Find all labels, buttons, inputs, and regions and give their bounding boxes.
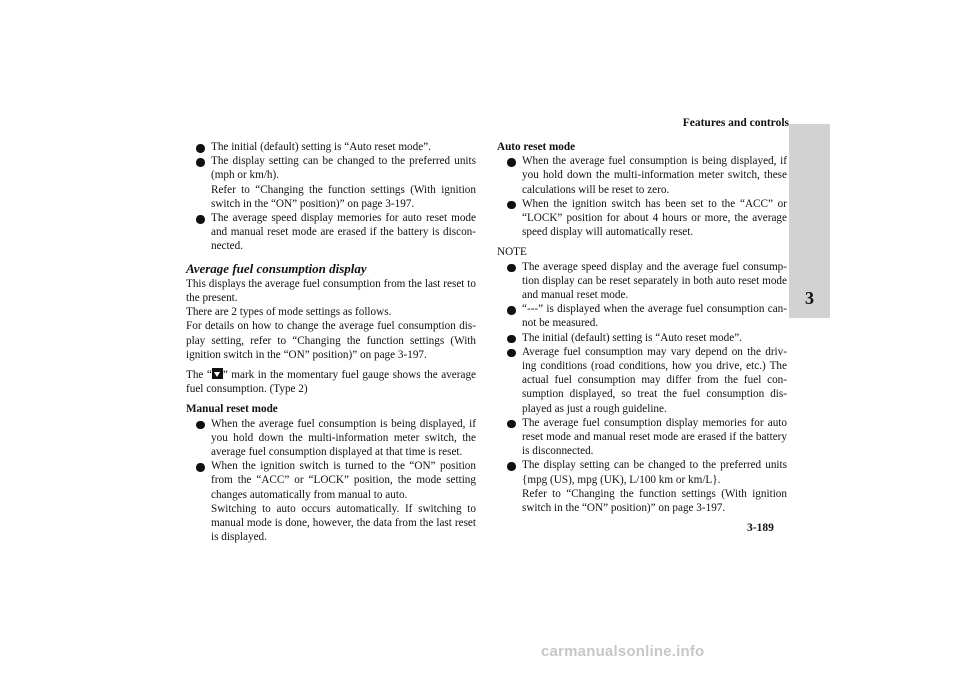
gauge-text-after: ” mark in the momentary fuel gauge shows the average fuel consumption. (Type 2) bbox=[186, 369, 476, 396]
left-column bbox=[186, 140, 476, 544]
list-item-text: When the average fuel consumption is being displayed, if you hold down the multi-information meter switch, these calculations will be reset to zero. bbox=[522, 155, 787, 196]
watermark-text: carmanualsonline.info bbox=[541, 643, 705, 660]
list-item bbox=[497, 154, 787, 197]
list-item bbox=[497, 331, 787, 345]
list-item-text: The initial (default) setting is “Auto reset mode”. bbox=[211, 141, 431, 153]
list-item-text: Refer to “Changing the function settings (With ignition switch in the “ON” position)” on page 3-197. bbox=[522, 487, 787, 515]
list-item bbox=[497, 416, 787, 459]
list-item-text: When the average fuel consumption is being displayed, if you hold down the multi-information meter switch, the average fuel consumption displayed at that time is reset. bbox=[211, 417, 476, 459]
body-paragraph: For details on how to change the average fuel consumption dis-play setting, refer to “Changing the function settings (With ignition switch in the “ON” position)” on page 3-197. bbox=[186, 320, 476, 361]
body-paragraph: There are 2 types of mode settings as follows. bbox=[186, 306, 392, 319]
list-item bbox=[497, 458, 787, 515]
list-item-text: The display setting can be changed to the preferred units (mph or km/h). bbox=[211, 155, 476, 182]
bullet-icon bbox=[196, 463, 205, 472]
fuel-gauge-mark-icon bbox=[212, 368, 223, 379]
bullet-icon bbox=[507, 306, 516, 315]
list-item-text: Refer to “Changing the function settings (With ignition switch in the “ON” position)” on page 3-197. bbox=[211, 183, 476, 210]
list-item-text: The average fuel consumption display memories for auto reset mode and manual reset mode are erased if the battery is disconnected. bbox=[522, 416, 787, 458]
list-item bbox=[497, 260, 787, 303]
right-column bbox=[497, 140, 787, 515]
section-heading: Average fuel consumption display bbox=[186, 260, 367, 276]
list-item-text: Average fuel consumption may vary depend on the driv-ing conditions (road conditions, how you drive, etc.) The actual fuel consumption may differ from the fuel con-sumption displayed, so treat the fuel consumption dis-played as just a rough guideline. bbox=[522, 345, 787, 415]
list-item bbox=[186, 140, 476, 154]
gauge-text-before: The “ bbox=[186, 369, 212, 382]
bullet-icon bbox=[507, 420, 516, 429]
list-item-text: When the ignition switch is turned to the “ON” position from the “ACC” or “LOCK” position, the mode setting changes automatically from manual to auto. bbox=[211, 460, 476, 501]
list-item bbox=[497, 197, 787, 240]
list-item-text: The initial (default) setting is “Auto reset mode”. bbox=[522, 331, 742, 344]
body-paragraph: This displays the average fuel consumption from the last reset to the present. bbox=[186, 277, 476, 305]
list-item bbox=[186, 417, 476, 460]
list-item bbox=[186, 459, 476, 544]
list-item bbox=[186, 154, 476, 211]
list-item-text: The average speed display memories for auto reset mode and manual reset mode are erased if the battery is discon-nected. bbox=[211, 212, 476, 253]
section-header: Features and controls bbox=[682, 117, 789, 129]
bullet-icon bbox=[507, 158, 516, 167]
bullet-icon bbox=[196, 158, 205, 167]
list-item bbox=[186, 211, 476, 254]
list-item-text: The average speed display and the average fuel consump-tion display can be reset separately in both auto reset mode and manual reset mode. bbox=[522, 260, 787, 302]
chapter-number: 3 bbox=[805, 288, 814, 308]
bullet-icon bbox=[196, 215, 205, 224]
list-item bbox=[497, 302, 787, 330]
bullet-icon bbox=[507, 335, 516, 344]
list-item-text: The display setting can be changed to the preferred units {mpg (US), mpg (UK), L/100 km or km/L}. bbox=[522, 459, 787, 486]
list-item bbox=[497, 345, 787, 416]
list-item-text: “---” is displayed when the average fuel consumption can-not be measured. bbox=[522, 303, 787, 330]
bullet-icon bbox=[196, 421, 205, 430]
gauge-paragraph bbox=[186, 368, 476, 396]
list-item-text: Switching to auto occurs automatically. If switching to manual mode is done, however, the data from the last reset is displayed. bbox=[211, 502, 476, 544]
bullet-icon bbox=[507, 462, 516, 471]
page-number: 3-189 bbox=[747, 522, 774, 534]
chapter-tab bbox=[789, 124, 830, 318]
bullet-icon bbox=[507, 349, 516, 358]
subheading-manual: Manual reset mode bbox=[186, 403, 278, 416]
list-item-text: When the ignition switch has been set to the “ACC” or “LOCK” position for about 4 hours or more, the average speed display will automatically reset. bbox=[522, 197, 787, 239]
bullet-icon bbox=[196, 144, 205, 153]
note-title: NOTE bbox=[497, 246, 527, 259]
bullet-icon bbox=[507, 201, 516, 210]
subheading-auto: Auto reset mode bbox=[497, 141, 576, 153]
bullet-icon bbox=[507, 264, 516, 273]
